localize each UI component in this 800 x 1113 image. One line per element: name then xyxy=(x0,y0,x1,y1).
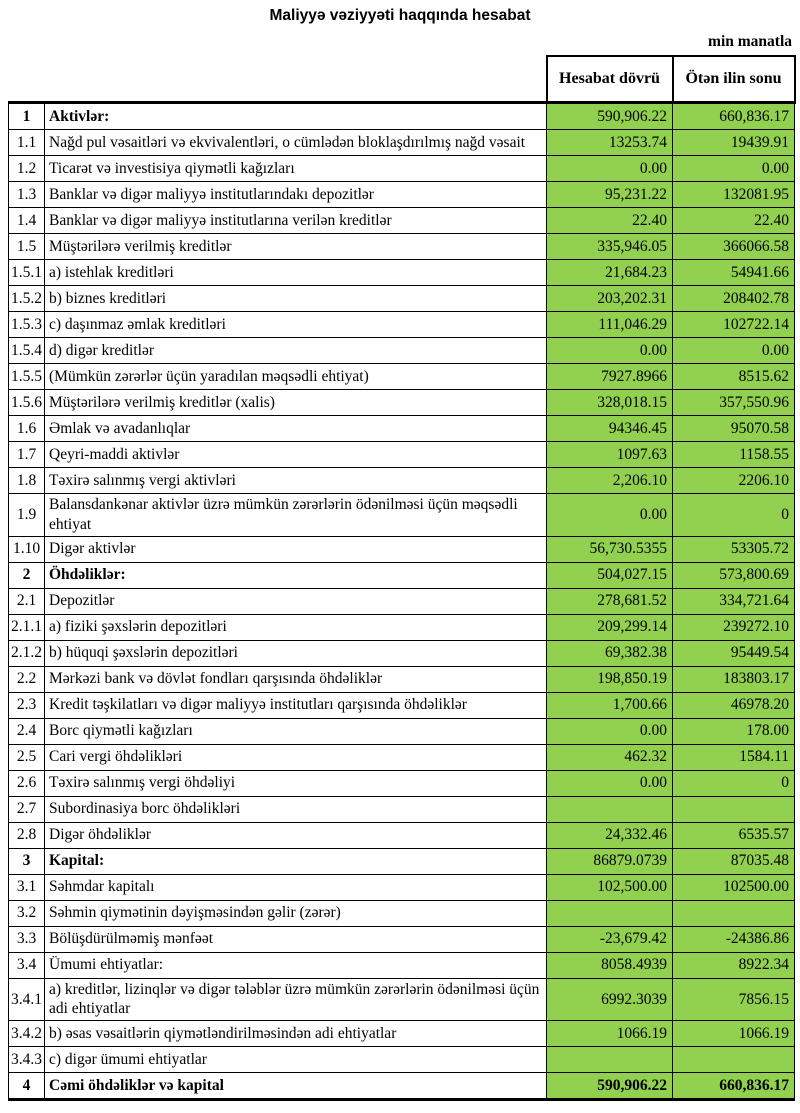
value-end-of-last-year: 54941.66 xyxy=(673,260,795,286)
value-reporting-period: 590,906.22 xyxy=(547,103,673,130)
value-reporting-period: 0.00 xyxy=(547,718,673,744)
value-end-of-last-year: 0 xyxy=(673,494,795,537)
table-header xyxy=(9,56,795,103)
value-reporting-period: 335,946.05 xyxy=(547,234,673,260)
value-reporting-period: 56,730.5355 xyxy=(547,536,673,562)
row-number: 3.4 xyxy=(9,952,45,978)
table-row xyxy=(9,822,795,848)
row-label: d) digər kreditlər xyxy=(45,338,547,364)
value-reporting-period: 1066.19 xyxy=(547,1021,673,1047)
financial-position-table xyxy=(8,55,796,1101)
table-row xyxy=(9,390,795,416)
value-reporting-period: 95,231.22 xyxy=(547,182,673,208)
value-end-of-last-year: 8922.34 xyxy=(673,952,795,978)
row-label: Subordinasiya borc öhdəlikləri xyxy=(45,796,547,822)
value-reporting-period: 24,332.46 xyxy=(547,822,673,848)
table-row xyxy=(9,640,795,666)
value-end-of-last-year: 208402.78 xyxy=(673,286,795,312)
table-row xyxy=(9,1073,795,1100)
value-reporting-period: 198,850.19 xyxy=(547,666,673,692)
value-reporting-period: 2,206.10 xyxy=(547,468,673,494)
value-end-of-last-year: 132081.95 xyxy=(673,182,795,208)
table-body xyxy=(9,103,795,1100)
row-label: a) istehlak kreditləri xyxy=(45,260,547,286)
table-row xyxy=(9,286,795,312)
value-end-of-last-year: 183803.17 xyxy=(673,666,795,692)
value-end-of-last-year: 0.00 xyxy=(673,156,795,182)
row-number: 2.2 xyxy=(9,666,45,692)
row-number: 1.5 xyxy=(9,234,45,260)
value-end-of-last-year: 0 xyxy=(673,770,795,796)
row-number: 4 xyxy=(9,1073,45,1100)
value-end-of-last-year: 366066.58 xyxy=(673,234,795,260)
value-end-of-last-year: 178.00 xyxy=(673,718,795,744)
row-number: 1.7 xyxy=(9,442,45,468)
row-label: b) hüquqi şəxslərin depozitləri xyxy=(45,640,547,666)
row-label: Cəmi öhdəliklər və kapital xyxy=(45,1073,547,1100)
row-label: a) kreditlər, lizinqlər və digər tələblər üzrə mümkün zərərlərin ödənilməsi üçün adi ehtiyatlar xyxy=(45,978,547,1021)
row-number: 3.4.3 xyxy=(9,1047,45,1073)
table-row xyxy=(9,182,795,208)
value-reporting-period: 8058.4939 xyxy=(547,952,673,978)
value-end-of-last-year: 102500.00 xyxy=(673,874,795,900)
value-end-of-last-year: -24386.86 xyxy=(673,926,795,952)
table-row xyxy=(9,234,795,260)
row-label: b) əsas vəsaitlərin qiymətləndirilməsindən adi ehtiyatlar xyxy=(45,1021,547,1047)
row-number: 3 xyxy=(9,848,45,874)
value-reporting-period xyxy=(547,796,673,822)
value-reporting-period: 504,027.15 xyxy=(547,562,673,588)
row-number: 1.5.3 xyxy=(9,312,45,338)
row-label: Əmlak və avadanlıqlar xyxy=(45,416,547,442)
value-end-of-last-year: 334,721.64 xyxy=(673,588,795,614)
value-reporting-period: 111,046.29 xyxy=(547,312,673,338)
table-row xyxy=(9,718,795,744)
value-end-of-last-year: 87035.48 xyxy=(673,848,795,874)
value-reporting-period: 328,018.15 xyxy=(547,390,673,416)
value-reporting-period: 203,202.31 xyxy=(547,286,673,312)
table-row xyxy=(9,770,795,796)
row-number: 3.2 xyxy=(9,900,45,926)
table-row xyxy=(9,156,795,182)
row-label: Banklar və digər maliyyə institutlarındakı depozitlər xyxy=(45,182,547,208)
row-label: Mərkəzi bank və dövlət fondları qarşısında öhdəliklər xyxy=(45,666,547,692)
row-number: 1.1 xyxy=(9,130,45,156)
page-title: Maliyyə vəziyyəti haqqında hesabat xyxy=(269,7,531,24)
value-reporting-period: 278,681.52 xyxy=(547,588,673,614)
header-spacer xyxy=(9,56,547,103)
row-label: Depozitlər xyxy=(45,588,547,614)
value-end-of-last-year: 102722.14 xyxy=(673,312,795,338)
row-number: 2.5 xyxy=(9,744,45,770)
row-number: 1.5.2 xyxy=(9,286,45,312)
value-end-of-last-year: 357,550.96 xyxy=(673,390,795,416)
value-reporting-period: 94346.45 xyxy=(547,416,673,442)
value-end-of-last-year: 660,836.17 xyxy=(673,1073,795,1100)
value-reporting-period: 102,500.00 xyxy=(547,874,673,900)
column-header-reporting-period: Hesabat dövrü xyxy=(547,56,673,103)
value-reporting-period: 7927.8966 xyxy=(547,364,673,390)
row-label: Digər öhdəliklər xyxy=(45,822,547,848)
value-end-of-last-year: 2206.10 xyxy=(673,468,795,494)
value-reporting-period: 86879.0739 xyxy=(547,848,673,874)
row-number: 2.1 xyxy=(9,588,45,614)
value-reporting-period: 209,299.14 xyxy=(547,614,673,640)
row-number: 1.2 xyxy=(9,156,45,182)
value-end-of-last-year: 573,800.69 xyxy=(673,562,795,588)
row-number: 1.5.1 xyxy=(9,260,45,286)
row-label: Ticarət və investisiya qiymətli kağızları xyxy=(45,156,547,182)
row-number: 2.8 xyxy=(9,822,45,848)
table-row xyxy=(9,692,795,718)
row-label: Müştərilərə verilmiş kreditlər xyxy=(45,234,547,260)
table-row xyxy=(9,338,795,364)
row-number: 1.5.5 xyxy=(9,364,45,390)
row-label: Bölüşdürülməmiş mənfəət xyxy=(45,926,547,952)
row-label: Cari vergi öhdəlikləri xyxy=(45,744,547,770)
value-reporting-period xyxy=(547,1047,673,1073)
value-reporting-period: 6992.3039 xyxy=(547,978,673,1021)
row-label: Səhmdar kapitalı xyxy=(45,874,547,900)
value-end-of-last-year: 1158.55 xyxy=(673,442,795,468)
value-end-of-last-year: 46978.20 xyxy=(673,692,795,718)
table-row xyxy=(9,1021,795,1047)
table-row xyxy=(9,1047,795,1073)
table-row xyxy=(9,666,795,692)
row-number: 1.9 xyxy=(9,494,45,537)
row-number: 2.1.2 xyxy=(9,640,45,666)
row-number: 1.5.4 xyxy=(9,338,45,364)
table-row xyxy=(9,796,795,822)
table-row xyxy=(9,208,795,234)
table-row xyxy=(9,468,795,494)
value-end-of-last-year xyxy=(673,900,795,926)
table-row xyxy=(9,562,795,588)
row-label: Ümumi ehtiyatlar: xyxy=(45,952,547,978)
value-end-of-last-year: 6535.57 xyxy=(673,822,795,848)
table-row xyxy=(9,588,795,614)
table-row xyxy=(9,312,795,338)
row-number: 3.3 xyxy=(9,926,45,952)
value-reporting-period: 1,700.66 xyxy=(547,692,673,718)
row-number: 2.3 xyxy=(9,692,45,718)
table-row xyxy=(9,614,795,640)
table-row xyxy=(9,416,795,442)
row-label: Təxirə salınmış vergi aktivləri xyxy=(45,468,547,494)
table-row xyxy=(9,130,795,156)
row-number: 3.1 xyxy=(9,874,45,900)
header-row xyxy=(9,56,795,103)
value-end-of-last-year: 239272.10 xyxy=(673,614,795,640)
value-reporting-period: 13253.74 xyxy=(547,130,673,156)
row-label: Kapital: xyxy=(45,848,547,874)
value-reporting-period: 0.00 xyxy=(547,156,673,182)
row-label: Kredit təşkilatları və digər maliyyə institutları qarşısında öhdəliklər xyxy=(45,692,547,718)
row-label: Qeyri-maddi aktivlər xyxy=(45,442,547,468)
value-reporting-period xyxy=(547,900,673,926)
table-row xyxy=(9,494,795,537)
table-row xyxy=(9,978,795,1021)
row-label: (Mümkün zərərlər üçün yaradılan məqsədli ehtiyat) xyxy=(45,364,547,390)
row-label: Təxirə salınmış vergi öhdəliyi xyxy=(45,770,547,796)
value-reporting-period: 22.40 xyxy=(547,208,673,234)
value-reporting-period: 0.00 xyxy=(547,494,673,537)
value-end-of-last-year: 1066.19 xyxy=(673,1021,795,1047)
value-end-of-last-year: 53305.72 xyxy=(673,536,795,562)
row-label: c) digər ümumi ehtiyatlar xyxy=(45,1047,547,1073)
value-end-of-last-year: 22.40 xyxy=(673,208,795,234)
value-reporting-period: 69,382.38 xyxy=(547,640,673,666)
row-label: Digər aktivlər xyxy=(45,536,547,562)
row-number: 1.6 xyxy=(9,416,45,442)
row-number: 1.3 xyxy=(9,182,45,208)
row-number: 1.8 xyxy=(9,468,45,494)
value-reporting-period: 590,906.22 xyxy=(547,1073,673,1100)
row-label: c) daşınmaz əmlak kreditləri xyxy=(45,312,547,338)
row-label: Borc qiymətli kağızları xyxy=(45,718,547,744)
row-number: 3.4.1 xyxy=(9,978,45,1021)
row-number: 1.10 xyxy=(9,536,45,562)
table-row xyxy=(9,744,795,770)
row-label: Aktivlər: xyxy=(45,103,547,130)
row-number: 2.7 xyxy=(9,796,45,822)
table-row xyxy=(9,926,795,952)
row-number: 1.4 xyxy=(9,208,45,234)
value-end-of-last-year xyxy=(673,796,795,822)
table-row xyxy=(9,874,795,900)
table-row xyxy=(9,103,795,130)
table-row xyxy=(9,952,795,978)
value-reporting-period: 0.00 xyxy=(547,338,673,364)
table-row xyxy=(9,900,795,926)
unit-note: min manatla xyxy=(708,33,792,50)
value-end-of-last-year: 95449.54 xyxy=(673,640,795,666)
row-number: 2.1.1 xyxy=(9,614,45,640)
table-row xyxy=(9,848,795,874)
value-end-of-last-year: 0.00 xyxy=(673,338,795,364)
row-label: Səhmin qiymətinin dəyişməsindən gəlir (zərər) xyxy=(45,900,547,926)
table-row xyxy=(9,536,795,562)
row-number: 3.4.2 xyxy=(9,1021,45,1047)
row-label: Nağd pul vəsaitləri və ekvivalentləri, o cümlədən bloklaşdırılmış nağd vəsait xyxy=(45,130,547,156)
table-row xyxy=(9,442,795,468)
value-end-of-last-year: 660,836.17 xyxy=(673,103,795,130)
value-end-of-last-year: 1584.11 xyxy=(673,744,795,770)
value-reporting-period: 1097.63 xyxy=(547,442,673,468)
table-row xyxy=(9,260,795,286)
row-number: 2 xyxy=(9,562,45,588)
value-end-of-last-year: 8515.62 xyxy=(673,364,795,390)
column-header-end-of-last-year: Ötən ilin sonu xyxy=(673,56,795,103)
table-row xyxy=(9,364,795,390)
value-reporting-period: 0.00 xyxy=(547,770,673,796)
value-end-of-last-year: 7856.15 xyxy=(673,978,795,1021)
row-label: a) fiziki şəxslərin depozitləri xyxy=(45,614,547,640)
row-label: Balansdankənar aktivlər üzrə mümkün zərərlərin ödənilməsi üçün məqsədli ehtiyat xyxy=(45,494,547,537)
value-reporting-period: 21,684.23 xyxy=(547,260,673,286)
value-end-of-last-year: 19439.91 xyxy=(673,130,795,156)
row-number: 2.4 xyxy=(9,718,45,744)
value-end-of-last-year: 95070.58 xyxy=(673,416,795,442)
row-label: Müştərilərə verilmiş kreditlər (xalis) xyxy=(45,390,547,416)
row-number: 2.6 xyxy=(9,770,45,796)
row-number: 1 xyxy=(9,103,45,130)
row-label: b) biznes kreditləri xyxy=(45,286,547,312)
row-label: Öhdəliklər: xyxy=(45,562,547,588)
row-label: Banklar və digər maliyyə institutlarına verilən kreditlər xyxy=(45,208,547,234)
value-reporting-period: 462.32 xyxy=(547,744,673,770)
value-end-of-last-year xyxy=(673,1047,795,1073)
value-reporting-period: -23,679.42 xyxy=(547,926,673,952)
row-number: 1.5.6 xyxy=(9,390,45,416)
